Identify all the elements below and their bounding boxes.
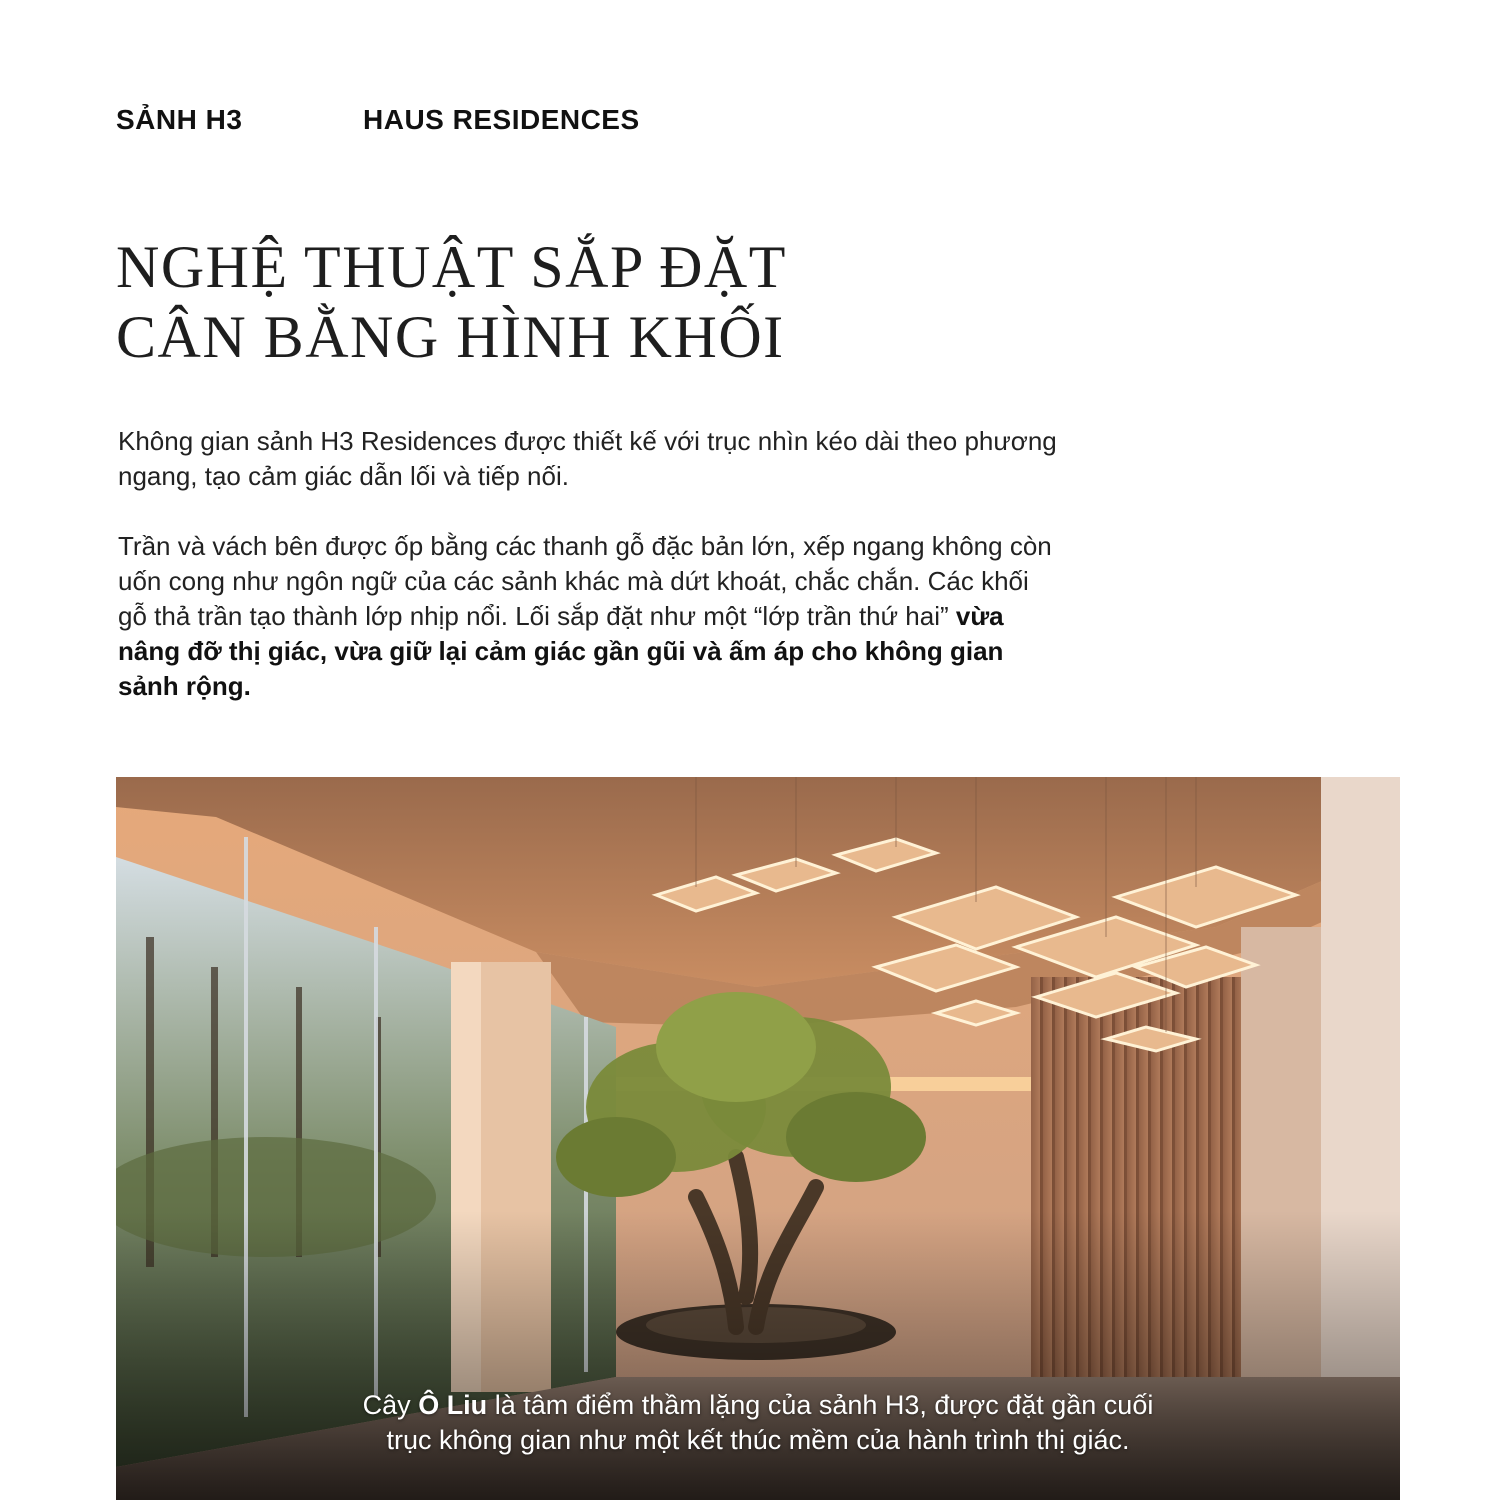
body-text [118, 424, 1063, 704]
caption-line-1 [116, 1388, 1400, 1423]
section-label: SẢNH H3 [116, 104, 243, 135]
brand-name: HAUS RESIDENCES [363, 104, 640, 135]
caption-line-2: trục không gian như một kết thúc mềm của hành trình thị giác. [386, 1425, 1130, 1455]
caption-tree-name: Ô Liu [418, 1390, 488, 1420]
paragraph-2-emphasis: vừa nâng đỡ thị giác, vừa giữ lại cảm giác gần gũi và ấm áp cho không gian sảnh rộng. [118, 601, 1004, 701]
page-title [116, 232, 1016, 372]
caption-pre: Cây [362, 1390, 419, 1420]
lobby-photo [116, 777, 1400, 1500]
title-line-1: NGHỆ THUẬT SẮP ĐẶT [116, 234, 787, 300]
page-header [116, 104, 640, 136]
photo-caption [116, 1388, 1400, 1458]
paragraph-2-regular: Trần và vách bên được ốp bằng các thanh gỗ đặc bản lớn, xếp ngang không còn uốn cong như ngôn ngữ của các sảnh khác mà dứt khoát, chắc chắn. Các khối gỗ thả trần tạo thành lớp nhịp nổi. Lối sắp đặt như một “lớp trần thứ hai” [118, 531, 1052, 631]
paragraph-2 [118, 529, 1063, 704]
caption-post: là tâm điểm thầm lặng của sảnh H3, được đặt gần cuối [487, 1390, 1154, 1420]
paragraph-1: Không gian sảnh H3 Residences được thiết kế với trục nhìn kéo dài theo phương ngang, tạo cảm giác dẫn lối và tiếp nối. [118, 426, 1057, 491]
title-line-2: CÂN BẰNG HÌNH KHỐI [116, 304, 785, 370]
